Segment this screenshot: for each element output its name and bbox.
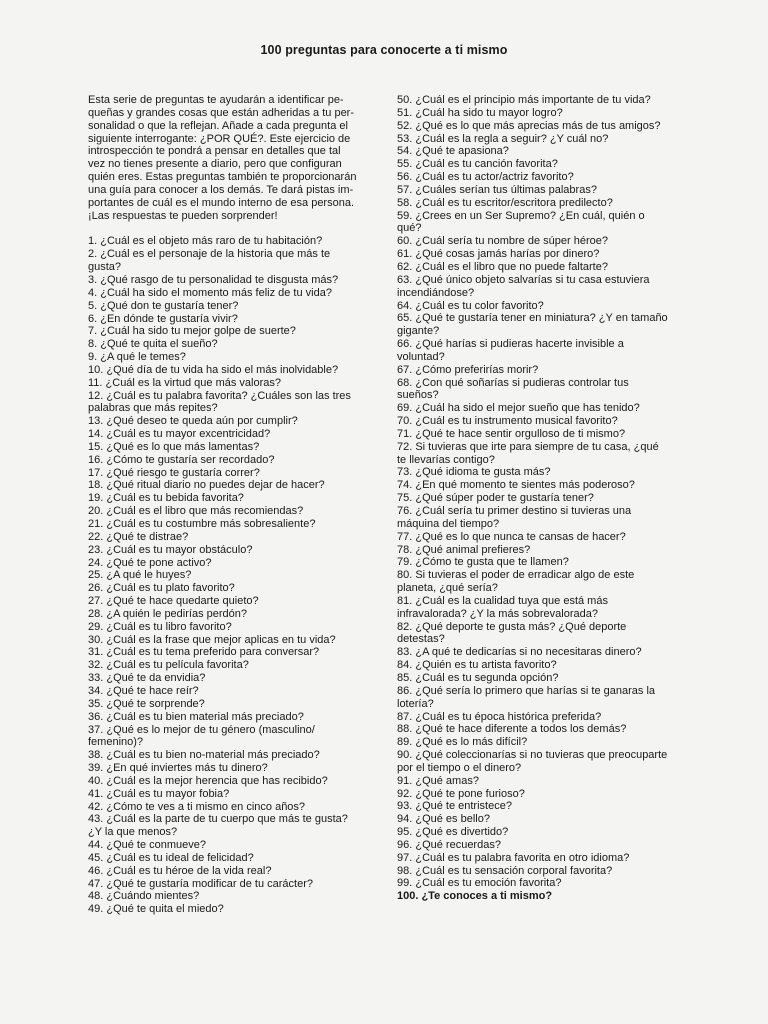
question-item: [397, 813, 687, 826]
question-line: 49. ¿Qué te quita el miedo?: [88, 903, 224, 916]
question-item: [88, 775, 372, 788]
question-line: 20. ¿Cuál es el libro que más recomiendas?: [88, 505, 304, 518]
question-item: [397, 595, 687, 621]
question-line: 77. ¿Qué es lo que nunca te cansas de hacer?: [397, 530, 626, 543]
question-line: 54. ¿Qué te apasiona?: [397, 145, 509, 158]
question-line: 62. ¿Cuál es el libro que no puede faltarte?: [397, 260, 608, 273]
question-item: [397, 685, 687, 711]
question-line: 9. ¿A qué le temes?: [88, 351, 186, 364]
question-line: 48. ¿Cuándo mientes?: [88, 890, 200, 903]
question-line: 45. ¿Cuál es tu ideal de felicidad?: [88, 851, 254, 864]
question-line: 73. ¿Qué idioma te gusta más?: [397, 466, 551, 479]
question-item: [88, 852, 372, 865]
question-line: por el tiempo o el dinero?: [397, 761, 522, 774]
question-item: [88, 621, 372, 634]
question-line: 29. ¿Cuál es tu libro favorito?: [88, 620, 232, 633]
question-line: 51. ¿Cuál ha sido tu mayor logro?: [397, 106, 563, 119]
question-item: [88, 724, 372, 750]
question-item: [88, 467, 372, 480]
question-item: [397, 800, 687, 813]
question-line: 22. ¿Qué te distrae?: [88, 530, 189, 543]
question-line: 55. ¿Cuál es tu canción favorita?: [397, 158, 558, 171]
question-item: [88, 762, 372, 775]
question-item: [397, 736, 687, 749]
question-item: [88, 595, 372, 608]
question-item: [397, 377, 687, 403]
question-item: [88, 377, 372, 390]
question-item: [88, 903, 372, 916]
question-line: 89. ¿Qué es lo más difícil?: [397, 736, 528, 749]
question-line: 17. ¿Qué riesgo te gustaría correr?: [88, 466, 260, 479]
question-item: [397, 197, 687, 210]
question-line: 61. ¿Qué cosas jamás harías por dinero?: [397, 248, 600, 261]
question-line: incendiándose?: [397, 286, 475, 299]
question-line: ¿Y la que menos?: [88, 826, 178, 839]
question-item: [397, 94, 687, 107]
question-line: sueños?: [397, 389, 439, 402]
question-line: 53. ¿Cuál es la regla a seguir? ¿Y cuál no?: [397, 132, 609, 145]
question-line: 19. ¿Cuál es tu bebida favorita?: [88, 492, 244, 505]
question-item: [397, 184, 687, 197]
question-item: [397, 466, 687, 479]
question-line: 98. ¿Cuál es tu sensación corporal favorita?: [397, 864, 613, 877]
question-item: [397, 749, 687, 775]
question-line: 36. ¿Cuál es tu bien material más preciado?: [88, 710, 304, 723]
question-item: [88, 711, 372, 724]
question-line: 87. ¿Cuál es tu época histórica preferida?: [397, 710, 602, 723]
question-line: 13. ¿Qué deseo te queda aún por cumplir?: [88, 415, 298, 428]
question-item: [397, 775, 687, 788]
question-item: [88, 428, 372, 441]
question-line: 38. ¿Cuál es tu bien no-material más preciado?: [88, 749, 320, 762]
question-line: 8. ¿Qué te quita el sueño?: [88, 338, 218, 351]
question-line: 58. ¿Cuál es tu escritor/escritora predilecto?: [397, 196, 613, 209]
question-item: [397, 120, 687, 133]
question-line: 5. ¿Qué don te gustaría tener?: [88, 299, 239, 312]
question-item: [397, 569, 687, 595]
question-line: 42. ¿Cómo te ves a ti mismo en cinco años?: [88, 800, 306, 813]
question-item: [88, 479, 372, 492]
question-item: [88, 415, 372, 428]
question-item: [397, 723, 687, 736]
question-item: [397, 826, 687, 839]
question-line: 12. ¿Cuál es tu palabra favorita? ¿Cuáles son las tres: [88, 389, 351, 402]
question-line: 28. ¿A quién le pedirías perdón?: [88, 607, 248, 620]
question-line: 82. ¿Qué deporte te gusta más? ¿Qué deporte: [397, 620, 627, 633]
question-item: [88, 313, 372, 326]
question-item: [397, 364, 687, 377]
question-item: [397, 672, 687, 685]
question-item: [88, 865, 372, 878]
question-item: [88, 685, 372, 698]
question-line: 65. ¿Qué te gustaría tener en miniatura? ¿Y en tamaño: [397, 312, 668, 325]
question-item: [88, 698, 372, 711]
question-item: [397, 235, 687, 248]
question-line: 4. ¿Cuál ha sido el momento más feliz de tu vida?: [88, 286, 332, 299]
question-item: [397, 312, 687, 338]
question-line: 40. ¿Cuál es la mejor herencia que has recibido?: [88, 774, 328, 787]
question-line: planeta, ¿qué sería?: [397, 582, 498, 595]
question-line: 43. ¿Cuál es la parte de tu cuerpo que más te gusta?: [88, 813, 348, 826]
question-item: [397, 646, 687, 659]
question-item: [397, 338, 687, 364]
question-line: palabras que más repites?: [88, 402, 218, 415]
question-line: 1. ¿Cuál es el objeto más raro de tu habitación?: [88, 235, 323, 248]
question-line: femenino)?: [88, 736, 144, 749]
question-line: 93. ¿Qué te entristece?: [397, 800, 512, 813]
question-item: [397, 415, 687, 428]
intro-line: vez no tienes presente a diario, pero que configuran: [88, 158, 342, 171]
left-column: [88, 94, 372, 916]
question-line: 39. ¿En qué inviertes más tu dinero?: [88, 762, 268, 775]
question-line: 59. ¿Crees en un Ser Supremo? ¿En cuál, quién o: [397, 209, 645, 222]
question-line: máquina del tiempo?: [397, 517, 500, 530]
question-item: [397, 402, 687, 415]
question-line: 92. ¿Qué te pone furioso?: [397, 787, 525, 800]
question-line: 66. ¿Qué harías si pudieras hacerte invisible a: [397, 338, 624, 351]
question-item: [88, 582, 372, 595]
question-line: 69. ¿Cuál ha sido el mejor sueño que has tenido?: [397, 402, 640, 415]
question-item: [88, 492, 372, 505]
question-item: [397, 441, 687, 467]
question-line: 72. Si tuvieras que irte para siempre de tu casa, ¿qué: [397, 440, 659, 453]
question-line: 23. ¿Cuál es tu mayor obstáculo?: [88, 543, 253, 556]
question-line: detestas?: [397, 633, 445, 646]
question-line: 70. ¿Cuál es tu instrumento musical favorito?: [397, 415, 618, 428]
question-item: [88, 569, 372, 582]
question-line: 67. ¿Cómo preferirías morir?: [397, 363, 539, 376]
question-line: 79. ¿Cómo te gusta que te llamen?: [397, 556, 569, 569]
question-item: [397, 210, 687, 236]
question-line: 76. ¿Cuál sería tu primer destino si tuvieras una: [397, 505, 632, 517]
intro-line: sonalidad o que la reflejan. Añade a cada pregunta el: [88, 119, 348, 132]
question-line: 24. ¿Qué te pone activo?: [88, 556, 212, 569]
question-item: [88, 505, 372, 518]
question-item: [88, 531, 372, 544]
question-line: 86. ¿Qué sería lo primero que harías si te ganaras la: [397, 684, 656, 697]
question-item: [397, 505, 687, 531]
intro-line: siguiente interrogante: ¿POR QUÉ?. Este ejercicio de: [88, 132, 351, 145]
question-item: [397, 428, 687, 441]
question-line: 75. ¿Qué súper poder te gustaría tener?: [397, 492, 594, 505]
question-item: [88, 351, 372, 364]
question-item: [88, 890, 372, 903]
question-line: 34. ¿Qué te hace reír?: [88, 684, 199, 697]
question-line: 74. ¿En qué momento te sientes más poderoso?: [397, 479, 635, 492]
question-item: [88, 441, 372, 454]
question-line: 68. ¿Con qué soñarías si pudieras controlar tus: [397, 376, 629, 389]
question-item: [397, 107, 687, 120]
intro-line: portantes de cuál es el mundo interno de esa persona.: [88, 196, 355, 209]
question-line: 14. ¿Cuál es tu mayor excentricidad?: [88, 428, 271, 441]
question-item: [88, 608, 372, 621]
intro-paragraph: [88, 94, 372, 222]
final-question: [397, 890, 687, 903]
intro-line: ¡Las respuestas te pueden sorprender!: [88, 209, 278, 222]
question-item: [88, 788, 372, 801]
question-line: 57. ¿Cuáles serían tus últimas palabras?: [397, 183, 597, 196]
question-line: 97. ¿Cuál es tu palabra favorita en otro idioma?: [397, 851, 630, 864]
question-line: 37. ¿Qué es lo mejor de tu género (masculino/: [88, 723, 315, 736]
question-line: 85. ¿Cuál es tu segunda opción?: [397, 671, 559, 684]
question-line: 71. ¿Qué te hace sentir orgulloso de ti mismo?: [397, 427, 626, 440]
question-line: 25. ¿A qué le huyes?: [88, 569, 192, 582]
question-item: [88, 672, 372, 685]
question-item: [397, 839, 687, 852]
question-line: 6. ¿En dónde te gustaría vivir?: [88, 312, 238, 325]
question-item: [397, 556, 687, 569]
question-item: [397, 158, 687, 171]
intro-line: queñas y grandes cosas que están adheridas a tu per-: [88, 106, 355, 119]
question-line: 91. ¿Qué amas?: [397, 774, 479, 787]
question-item: [88, 390, 372, 416]
question-list-left: [88, 235, 372, 916]
question-line: 16. ¿Cómo te gustaría ser recordado?: [88, 453, 275, 466]
question-item: [88, 300, 372, 313]
question-item: [397, 621, 687, 647]
question-item: [88, 557, 372, 570]
question-item: [397, 877, 687, 890]
question-item: [397, 479, 687, 492]
intro-line: introspección te pondrá a pensar en detalles que tal: [88, 145, 341, 158]
question-line: 52. ¿Qué es lo que más aprecias más de tus amigos?: [397, 119, 661, 132]
intro-line: una guía para conocer a los demás. Te dará pistas im-: [88, 183, 354, 196]
question-line: 64. ¿Cuál es tu color favorito?: [397, 299, 544, 312]
question-line: te llevarías contigo?: [397, 453, 495, 466]
question-line: 27. ¿Qué te hace quedarte quieto?: [88, 595, 259, 608]
question-item: [88, 325, 372, 338]
question-item: [88, 813, 372, 839]
question-line: 31. ¿Cuál es tu tema preferido para conversar?: [88, 646, 320, 659]
question-item: [88, 646, 372, 659]
question-line: 21. ¿Cuál es tu costumbre más sobresaliente?: [88, 518, 316, 530]
question-item: [397, 788, 687, 801]
question-line: 30. ¿Cuál es la frase que mejor aplicas en tu vida?: [88, 633, 336, 646]
intro-line: quién eres. Estas preguntas también te proporcionarán: [88, 171, 357, 184]
question-line: 60. ¿Cuál sería tu nombre de súper héroe?: [397, 235, 608, 248]
question-item: [88, 235, 372, 248]
question-item: [88, 839, 372, 852]
question-item: [88, 454, 372, 467]
question-item: [88, 518, 372, 531]
question-line: voluntad?: [397, 350, 445, 363]
question-item: [88, 878, 372, 891]
question-line: 88. ¿Qué te hace diferente a todos los demás?: [397, 723, 627, 736]
question-line: 50. ¿Cuál es el principio más importante de tu vida?: [397, 94, 651, 106]
question-line: 33. ¿Qué te da envidia?: [88, 672, 206, 685]
question-line: qué?: [397, 222, 422, 235]
question-item: [88, 634, 372, 647]
question-item: [397, 261, 687, 274]
question-item: [397, 145, 687, 158]
question-item: [88, 248, 372, 274]
question-line: 10. ¿Qué día de tu vida ha sido el más inolvidable?: [88, 363, 339, 376]
question-line: 95. ¿Qué es divertido?: [397, 826, 509, 839]
question-line: 18. ¿Qué ritual diario no puedes dejar de hacer?: [88, 479, 325, 492]
question-line: gigante?: [397, 325, 440, 338]
question-item: [88, 801, 372, 814]
question-line: 99. ¿Cuál es tu emoción favorita?: [397, 877, 562, 890]
question-item: [397, 300, 687, 313]
question-line: 90. ¿Qué coleccionarías si no tuvieras que preocuparte: [397, 749, 668, 762]
question-item: [397, 544, 687, 557]
question-item: [397, 171, 687, 184]
question-item: [88, 338, 372, 351]
question-line: 96. ¿Qué recuerdas?: [397, 838, 501, 851]
question-line: 44. ¿Qué te conmueve?: [88, 839, 207, 852]
question-item: [397, 865, 687, 878]
question-line: 83. ¿A qué te dedicarías si no necesitaras dinero?: [397, 646, 642, 659]
question-line: gusta?: [88, 261, 122, 274]
question-item: [88, 287, 372, 300]
question-line: 46. ¿Cuál es tu héroe de la vida real?: [88, 864, 272, 877]
question-item: [397, 531, 687, 544]
question-list-right: [397, 94, 687, 903]
question-line: 41. ¿Cuál es tu mayor fobia?: [88, 787, 230, 800]
question-item: [397, 659, 687, 672]
question-line: 56. ¿Cuál es tu actor/actriz favorito?: [397, 171, 574, 184]
right-column: [397, 94, 687, 903]
question-item: [397, 852, 687, 865]
question-line: 81. ¿Cuál es la cualidad tuya que está más: [397, 594, 608, 607]
question-line: 47. ¿Qué te gustaría modificar de tu carácter?: [88, 877, 314, 890]
question-item: [88, 364, 372, 377]
question-line: 15. ¿Qué es lo que más lamentas?: [88, 440, 260, 453]
question-line: 11. ¿Cuál es la virtud que más valoras?: [88, 376, 281, 389]
question-item: [88, 544, 372, 557]
question-line: 3. ¿Qué rasgo de tu personalidad te disgusta más?: [88, 273, 339, 286]
question-line: 35. ¿Qué te sorprende?: [88, 697, 205, 710]
question-item: [397, 492, 687, 505]
question-line: 84. ¿Quién es tu artista favorito?: [397, 659, 557, 672]
question-line: 26. ¿Cuál es tu plato favorito?: [88, 582, 235, 595]
question-item: [397, 711, 687, 724]
question-item: [88, 274, 372, 287]
question-line: 32. ¿Cuál es tu película favorita?: [88, 659, 249, 672]
question-line: infravalorada? ¿Y la más sobrevalorada?: [397, 607, 598, 620]
question-item: [397, 248, 687, 261]
question-item: [397, 274, 687, 300]
question-line: 100. ¿Te conoces a ti mismo?: [397, 890, 553, 903]
question-line: lotería?: [397, 697, 434, 710]
question-line: 63. ¿Qué único objeto salvarías si tu casa estuviera: [397, 273, 650, 286]
intro-line: Esta serie de preguntas te ayudarán a identificar pe-: [88, 94, 344, 106]
question-line: 7. ¿Cuál ha sido tu mejor golpe de suerte?: [88, 325, 296, 338]
page-title: 100 preguntas para conocerte a ti mismo: [260, 43, 508, 57]
question-line: 80. Si tuvieras el poder de erradicar algo de este: [397, 569, 635, 582]
question-line: 78. ¿Qué animal prefieres?: [397, 543, 531, 556]
question-item: [397, 133, 687, 146]
question-item: [88, 659, 372, 672]
question-line: 2. ¿Cuál es el personaje de la historia que más te: [88, 248, 331, 261]
question-item: [88, 749, 372, 762]
question-line: 94. ¿Qué es bello?: [397, 813, 490, 826]
